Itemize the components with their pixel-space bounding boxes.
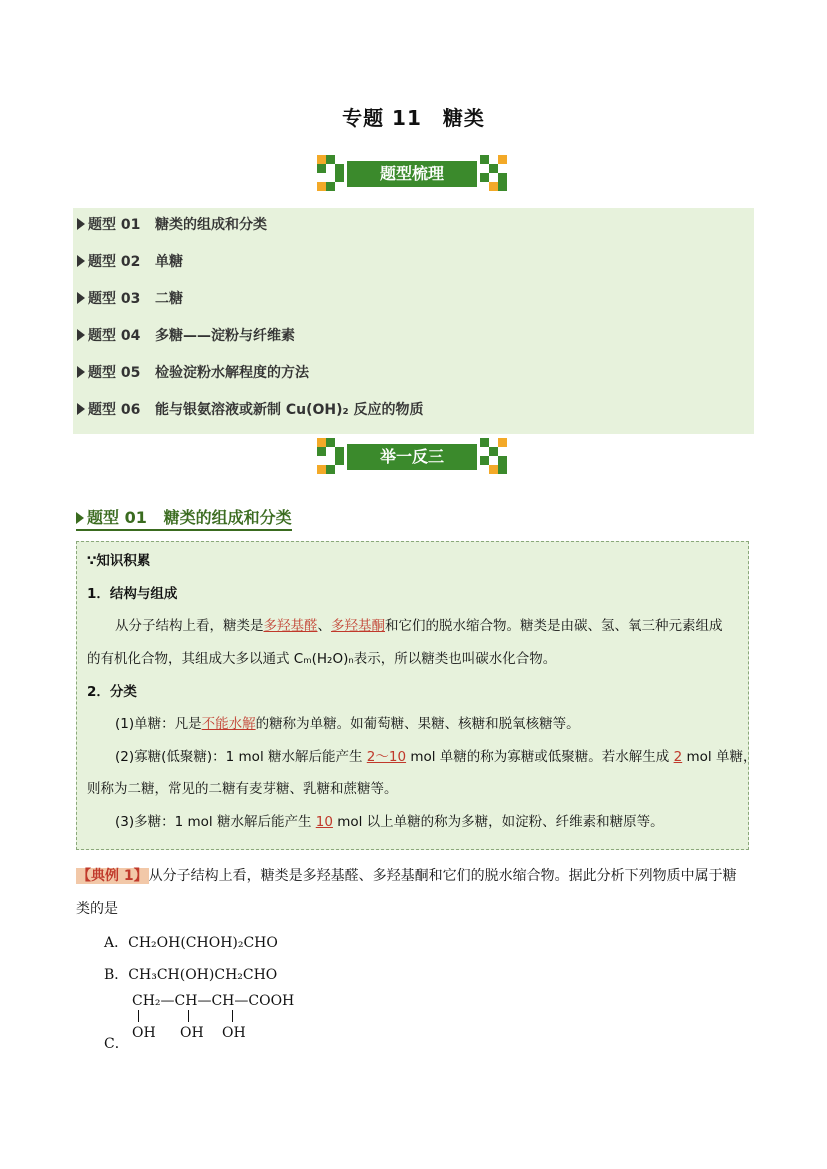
example-stem: 类的是 xyxy=(76,901,118,917)
question-type-list xyxy=(73,208,754,434)
toc-item[interactable]: 题型 04 多糖——淀粉与纤维素 xyxy=(77,325,295,345)
banner-question-types xyxy=(317,155,507,193)
knowledge-box xyxy=(76,541,757,850)
arrow-icon xyxy=(77,329,85,341)
page-title: 专题 11 糖类 xyxy=(342,106,485,130)
banner-label: 题型梳理 xyxy=(347,161,477,187)
paragraph-line: (3)多糖：1 mol 糖水解后能产生 10 mol 以上单糖的称为多糖，如淀粉、纤维素和糖原等。 xyxy=(115,814,664,830)
toc-item[interactable]: 题型 03 二糖 xyxy=(77,288,183,308)
example-stem: 【典例 1】从分子结构上看，糖类是多羟基醛、多羟基酮和它们的脱水缩合物。据此分析下列物质中属于糖 xyxy=(77,868,737,884)
option-b[interactable]: B．CH₃CH(OH)CH₂CHO xyxy=(104,967,278,983)
toc-item[interactable]: 题型 02 单糖 xyxy=(77,251,183,271)
knowledge-label: ∵知识积累 xyxy=(87,553,151,569)
arrow-icon xyxy=(77,292,85,304)
arrow-icon xyxy=(77,403,85,415)
arrow-icon xyxy=(77,366,85,378)
banner-label: 举一反三 xyxy=(347,444,477,470)
paragraph-line: (2)寡糖(低聚糖)：1 mol 糖水解后能产生 2～10 mol 单糖的称为寡糖或低聚糖。若水解生成 2 mol 单糖， xyxy=(115,749,757,765)
option-a[interactable]: A．CH₂OH(CHOH)₂CHO xyxy=(104,935,278,951)
arrow-icon xyxy=(77,255,85,267)
example-tag: 【典例 1】 xyxy=(77,868,148,884)
arrow-icon xyxy=(77,218,85,230)
banner-examples xyxy=(317,438,507,476)
heading-classification: 2．分类 xyxy=(87,684,137,700)
paragraph-line: 从分子结构上看，糖类是多羟基醛、多羟基酮和它们的脱水缩合物。糖类是由碳、氢、氧三种元素组成 xyxy=(115,618,723,634)
paragraph-line: 的有机化合物，其组成大多以通式 Cₘ(H₂O)ₙ表示，所以糖类也叫碳水化合物。 xyxy=(87,651,557,667)
toc-item[interactable]: 题型 06 能与银氨溶液或新制 Cu(OH)₂ 反应的物质 xyxy=(77,399,424,419)
option-c[interactable]: C． xyxy=(104,1036,129,1052)
toc-item[interactable]: 题型 01 糖类的组成和分类 xyxy=(77,214,267,234)
arrow-icon xyxy=(76,512,84,524)
toc-item[interactable]: 题型 05 检验淀粉水解程度的方法 xyxy=(77,362,309,382)
heading-structure: 1．结构与组成 xyxy=(87,586,178,602)
paragraph-line: (1)单糖：凡是不能水解的糖称为单糖。如葡萄糖、果糖、核糖和脱氧核糖等。 xyxy=(115,716,580,732)
molecule-structure-icon: CH₂—CH—CH—COOH OH OH OH xyxy=(132,993,295,1041)
section-heading: 题型 01 糖类的组成和分类 xyxy=(76,505,292,531)
paragraph-line: 则称为二糖，常见的二糖有麦芽糖、乳糖和蔗糖等。 xyxy=(87,781,398,797)
